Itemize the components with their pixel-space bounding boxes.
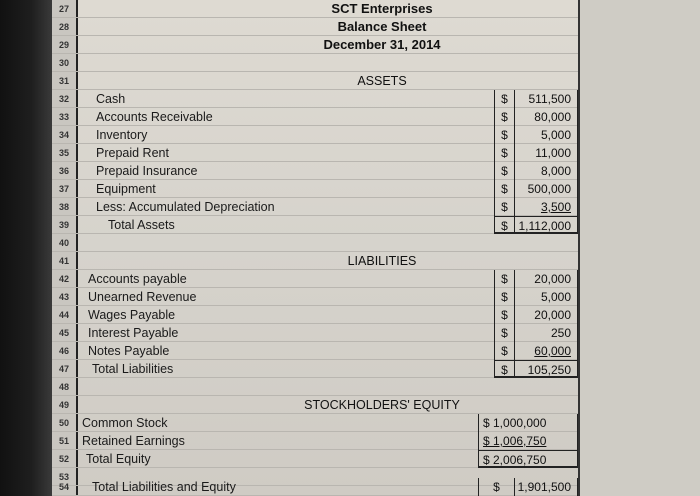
total-assets-amount[interactable]: 1,112,000 [514,216,578,234]
row-33[interactable] [52,108,578,126]
row-number[interactable]: 45 [58,328,69,338]
row-number[interactable]: 49 [58,400,69,410]
row-35[interactable] [52,144,578,162]
dollar-sign[interactable]: $ [494,306,514,324]
row-47[interactable] [52,360,578,378]
dollar-sign[interactable]: $ [494,198,514,216]
grand-total-amount[interactable]: 1,901,500 [514,478,578,496]
row-38[interactable] [52,198,578,216]
dollar-sign[interactable]: $ [494,216,514,234]
row-40[interactable] [52,234,578,252]
asset-label[interactable]: Inventory [96,128,148,142]
row-number[interactable]: 33 [58,112,69,122]
row-42[interactable] [52,270,578,288]
statement-name: Balance Sheet [337,19,427,34]
row-32[interactable] [52,90,578,108]
dollar-sign[interactable]: $ [494,360,514,378]
total-liabilities-amount[interactable]: 105,250 [514,360,578,378]
row-number[interactable]: 30 [58,58,69,68]
row-number[interactable]: 43 [58,292,69,302]
row-41[interactable] [52,252,578,270]
row-37[interactable] [52,180,578,198]
asset-label[interactable]: Prepaid Insurance [96,164,198,178]
row-number[interactable]: 52 [58,454,69,464]
liability-amount[interactable]: 20,000 [514,306,578,324]
liability-label[interactable]: Accounts payable [88,272,187,286]
dollar-sign[interactable]: $ [494,180,514,198]
liabilities-heading: LIABILITIES [347,254,417,268]
equity-heading: STOCKHOLDERS' EQUITY [304,398,460,412]
dollar-sign[interactable]: $ [494,144,514,162]
total-liabilities-label[interactable]: Total Liabilities [92,362,174,376]
statement-date: December 31, 2014 [323,37,441,52]
row-number[interactable]: 37 [58,184,69,194]
assets-heading: ASSETS [357,74,407,88]
dollar-sign[interactable]: $ [478,478,514,496]
row-49[interactable] [52,396,578,414]
asset-label[interactable]: Accounts Receivable [96,110,213,124]
row-48[interactable] [52,378,578,396]
asset-amount[interactable]: 8,000 [514,162,578,180]
row-number[interactable]: 35 [58,148,69,158]
asset-label[interactable]: Less: Accumulated Depreciation [96,200,275,214]
row-45[interactable] [52,324,578,342]
row-30[interactable] [52,54,578,72]
row-39[interactable] [52,216,578,234]
row-number[interactable]: 31 [58,76,69,86]
dollar-sign[interactable]: $ [494,126,514,144]
row-29[interactable] [52,36,578,54]
asset-label[interactable]: Prepaid Rent [96,146,169,160]
dollar-sign[interactable]: $ [494,324,514,342]
asset-label[interactable]: Cash [96,92,126,106]
row-number[interactable]: 48 [58,382,69,392]
equity-label[interactable]: Common Stock [82,416,168,430]
row-number[interactable]: 40 [58,238,69,248]
row-number[interactable]: 51 [58,436,69,446]
row-43[interactable] [52,288,578,306]
asset-amount[interactable]: 11,000 [514,144,578,162]
row-36[interactable] [52,162,578,180]
liability-label[interactable]: Unearned Revenue [88,290,197,304]
row-number[interactable]: 39 [58,220,69,230]
liability-label[interactable]: Wages Payable [88,308,176,322]
row-number[interactable]: 41 [58,256,69,266]
row-number[interactable]: 28 [58,22,69,32]
dollar-sign[interactable]: $ [494,162,514,180]
dollar-sign[interactable]: $ [494,108,514,126]
dollar-sign[interactable]: $ [494,90,514,108]
equity-label[interactable]: Retained Earnings [82,434,185,448]
asset-label[interactable]: Equipment [96,182,156,196]
dollar-sign[interactable]: $ [494,288,514,306]
equity-amount[interactable]: $ 1,000,000 [478,414,578,432]
row-number[interactable]: 53 [58,472,69,482]
row-number[interactable]: 36 [58,166,69,176]
asset-amount[interactable]: 500,000 [514,180,578,198]
row-number[interactable]: 38 [58,202,69,212]
total-equity-amount[interactable]: $ 2,006,750 [478,450,578,468]
row-number[interactable]: 54 [58,482,69,492]
row-34[interactable] [52,126,578,144]
row-50[interactable] [52,414,578,432]
row-52[interactable] [52,450,578,468]
row-number[interactable]: 44 [58,310,69,320]
grand-total-label[interactable]: Total Liabilities and Equity [92,480,236,494]
liability-amount[interactable]: 250 [514,324,578,342]
photo-dark-edge [0,0,52,496]
asset-amount[interactable]: 80,000 [514,108,578,126]
asset-amount[interactable]: 5,000 [514,126,578,144]
row-number[interactable]: 27 [58,4,69,14]
row-31[interactable] [52,72,578,90]
row-51[interactable] [52,432,578,450]
dollar-sign[interactable]: $ [494,342,514,360]
row-46[interactable] [52,342,578,360]
asset-amount[interactable]: 3,500 [514,198,578,216]
liability-label[interactable]: Notes Payable [88,344,170,358]
dollar-sign[interactable]: $ [494,270,514,288]
total-equity-label[interactable]: Total Equity [86,452,151,466]
row-number[interactable]: 42 [58,274,69,284]
row-27[interactable] [52,0,578,18]
row-28[interactable] [52,18,578,36]
row-number[interactable]: 46 [58,346,69,356]
adjacent-column-area [578,0,700,496]
row-number[interactable]: 32 [58,94,69,104]
company-name: SCT Enterprises [331,1,433,16]
liability-amount[interactable]: 5,000 [514,288,578,306]
row-number[interactable]: 29 [58,40,69,50]
liability-label[interactable]: Interest Payable [88,326,179,340]
total-assets-label[interactable]: Total Assets [108,218,175,232]
row-number[interactable]: 47 [58,364,69,374]
row-54[interactable] [52,478,578,496]
liability-amount[interactable]: 60,000 [514,342,578,360]
row-number[interactable]: 34 [58,130,69,140]
equity-amount[interactable]: $ 1,006,750 [478,432,578,450]
asset-amount[interactable]: 511,500 [514,90,578,108]
row-44[interactable] [52,306,578,324]
liability-amount[interactable]: 20,000 [514,270,578,288]
row-number[interactable]: 50 [58,418,69,428]
